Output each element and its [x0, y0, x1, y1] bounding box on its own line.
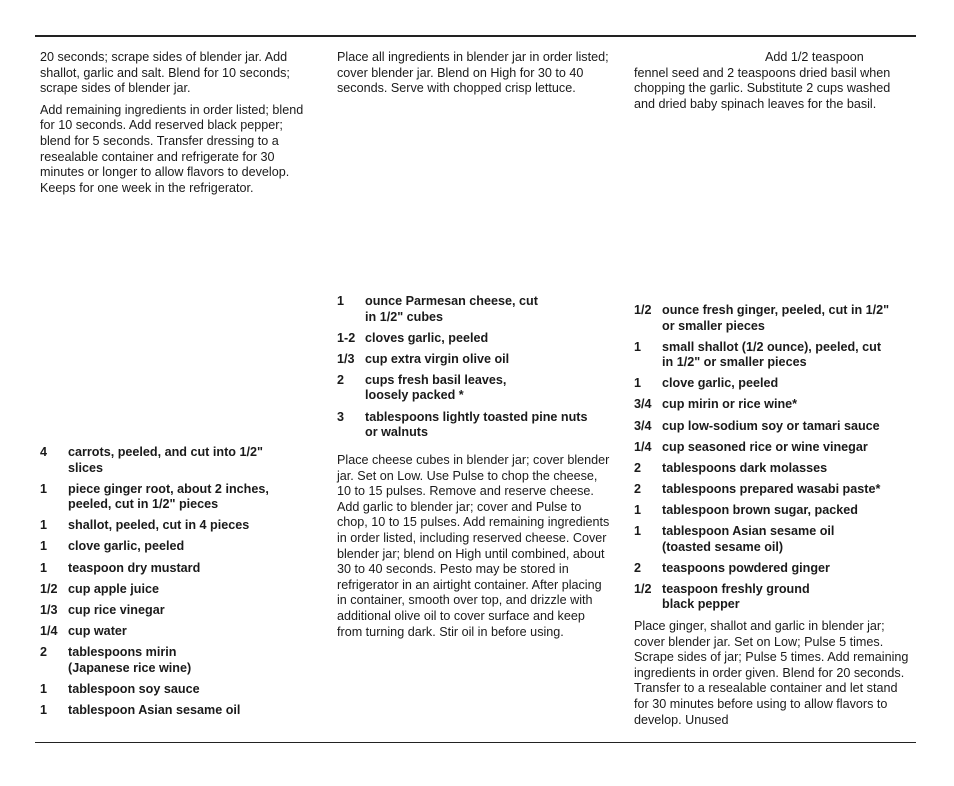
- ingredient-qty: 1/4: [40, 623, 58, 638]
- ingredient-qty: 1: [40, 681, 48, 696]
- ingredient-qty: 1: [634, 339, 642, 354]
- ingredient-item: [634, 482, 914, 498]
- ingredient-item: [40, 624, 316, 640]
- ingredient-item: [40, 561, 316, 577]
- ingredient-qty: 1: [337, 294, 345, 308]
- ingredient-item: [40, 703, 316, 719]
- ingredient-qty: 1/3: [40, 602, 58, 617]
- variation-note-rest: fennel seed and 2 teaspoons dried basil when chopping the garlic. Substitute 2 cups washed and dried baby spinach leaves for the basil.: [634, 65, 891, 111]
- ingredient-text: tablespoon brown sugar, packed: [662, 502, 858, 517]
- ingredient-item: [40, 582, 316, 598]
- ingredient-item: [634, 440, 914, 456]
- ingredient-text: cup low-sodium soy or tamari sauce: [662, 418, 880, 433]
- ingredient-item: [337, 331, 613, 347]
- ingredient-qty: 3: [337, 409, 345, 424]
- ingredient-text: cup extra virgin olive oil: [365, 351, 510, 366]
- ingredient-qty: 1/2: [634, 303, 652, 317]
- ingredient-qty: 1/2: [40, 581, 58, 596]
- ingredient-text: cup seasoned rice or wine vinegar: [662, 439, 868, 454]
- ingredient-item: [634, 582, 914, 613]
- ingredient-item: [40, 445, 316, 476]
- ingredient-qty: 1/3: [337, 351, 355, 366]
- ingredient-qty: 2: [634, 560, 642, 575]
- ingredient-qty: 1: [40, 539, 48, 554]
- bottom-rule: [35, 742, 916, 743]
- ingredient-qty: 1: [634, 502, 642, 517]
- ingredient-text: teaspoon freshly ground black pepper: [662, 581, 810, 612]
- ingredient-qty: 2: [40, 644, 48, 659]
- ingredient-item: [634, 419, 914, 435]
- ingredient-text: tablespoons prepared wasabi paste*: [662, 481, 881, 496]
- ingredient-list-2: [337, 294, 613, 446]
- paragraph: Place all ingredients in blender jar in order listed; cover blender jar. Blend on High for 30 to 40 seconds. Serve with chopped crisp lettuce.: [337, 50, 609, 96]
- ingredient-item: [634, 303, 914, 334]
- ingredient-text: clove garlic, peeled: [68, 539, 185, 554]
- paragraph: Add remaining ingredients in order listed; blend for 10 seconds. Add reserved black pepper; blend for 5 seconds. Transfer dressing to a resealable container and refrigerate for 30 minutes or longer to allow flavors to develop. Keeps for one week in the refrigerator.: [40, 102, 304, 195]
- ingredient-text: ounce Parmesan cheese, cut in 1/2" cubes: [365, 294, 538, 324]
- ingredient-item: [40, 645, 316, 676]
- ingredient-item: [337, 373, 613, 404]
- ingredient-qty: 1: [40, 560, 48, 575]
- ingredient-text: cup apple juice: [68, 581, 159, 596]
- ingredient-qty: 1/4: [634, 439, 652, 454]
- ingredient-item: [40, 518, 316, 534]
- ingredient-qty: 1: [634, 524, 642, 539]
- column-2: [337, 50, 613, 103]
- ingredient-item: [634, 561, 914, 577]
- ingredient-text: cup rice vinegar: [68, 602, 165, 617]
- ingredient-item: [634, 397, 914, 413]
- ingredient-qty: 1: [634, 376, 642, 391]
- method-paragraph: Place ginger, shallot and garlic in blender jar; cover blender jar. Set on Low; Pulse 5 times. Scrape sides of jar; Pulse 5 times. Add remaining ingredients in order given. Blend for 20 seconds. Transfer to a resealable container and let stand for 30 minutes before using to allow flavors to develop. Unused: [634, 619, 909, 727]
- ingredient-text: tablespoons lightly toasted pine nuts or walnuts: [365, 409, 588, 440]
- ingredient-text: piece ginger root, about 2 inches, peeled, cut in 1/2" pieces: [68, 481, 269, 512]
- ingredient-text: cup mirin or rice wine*: [662, 397, 798, 412]
- ingredient-item: [634, 376, 914, 392]
- ingredient-text: cloves garlic, peeled: [365, 330, 489, 345]
- ingredient-text: ounce fresh ginger, peeled, cut in 1/2" or smaller pieces: [662, 303, 890, 333]
- ingredient-text: tablespoon soy sauce: [68, 681, 200, 696]
- ingredient-item: [337, 294, 613, 325]
- column-2-method: [337, 453, 613, 646]
- variation-note: [634, 50, 914, 112]
- column-3-method: [634, 619, 914, 734]
- ingredient-qty: 1: [40, 518, 48, 533]
- paragraph: 20 seconds; scrape sides of blender jar. Add shallot, garlic and salt. Blend for 10 seconds; scrape sides of blender jar.: [40, 50, 290, 96]
- ingredient-list-1: [40, 445, 316, 724]
- variation-note-first-line: Add 1/2 teaspoon: [765, 50, 864, 64]
- ingredient-item: [634, 524, 914, 555]
- ingredient-qty: 3/4: [634, 397, 652, 412]
- ingredient-text: tablespoons mirin (Japanese rice wine): [68, 644, 192, 675]
- ingredient-item: [337, 352, 613, 368]
- ingredient-text: teaspoon dry mustard: [68, 560, 201, 575]
- ingredient-text: cups fresh basil leaves, loosely packed *: [365, 372, 507, 403]
- ingredient-text: shallot, peeled, cut in 4 pieces: [68, 518, 250, 533]
- ingredient-qty: 1-2: [337, 330, 356, 345]
- ingredient-text: tablespoon Asian sesame oil: [68, 702, 241, 717]
- top-rule: [35, 35, 916, 37]
- method-paragraph: Place cheese cubes in blender jar; cover blender jar. Set on Low. Use Pulse to chop the cheese, 10 to 15 pulses. Remove and reserve cheese. Add garlic to blender jar; cover and Pulse to chop, 10 to 15 pulses. Add remaining ingredients in order listed, including reserved cheese. Cover blender jar; blend on High until combined, about 30 to 40 seconds. Pesto may be stored in refrigerator in an airtight container. After placing in container, smooth over top, and drizzle with additional olive oil to cover surface and keep from turning dark. Stir oil in before using.: [337, 453, 610, 639]
- ingredient-text: small shallot (1/2 ounce), peeled, cut in 1/2" or smaller pieces: [662, 339, 882, 370]
- ingredient-qty: 1: [40, 481, 48, 496]
- column-1: [40, 50, 316, 202]
- column-3: [634, 50, 914, 118]
- ingredient-text: carrots, peeled, and cut into 1/2" slices: [68, 445, 263, 475]
- ingredient-item: [634, 503, 914, 519]
- ingredient-qty: 1/2: [634, 581, 652, 596]
- ingredient-qty: 2: [634, 481, 642, 496]
- ingredient-qty: 3/4: [634, 418, 652, 433]
- ingredient-item: [40, 603, 316, 619]
- ingredient-item: [634, 340, 914, 371]
- ingredient-item: [337, 410, 613, 441]
- ingredient-item: [40, 482, 316, 513]
- ingredient-text: clove garlic, peeled: [662, 376, 779, 391]
- ingredient-text: teaspoons powdered ginger: [662, 560, 830, 575]
- ingredient-list-3: [634, 303, 914, 619]
- ingredient-item: [634, 461, 914, 477]
- ingredient-text: tablespoon Asian sesame oil (toasted sesame oil): [662, 524, 835, 554]
- ingredient-text: cup water: [68, 623, 127, 638]
- ingredient-qty: 2: [634, 460, 642, 475]
- ingredient-qty: 1: [40, 702, 48, 717]
- ingredient-item: [40, 539, 316, 555]
- ingredient-qty: 2: [337, 372, 345, 387]
- ingredient-text: tablespoons dark molasses: [662, 460, 828, 475]
- ingredient-item: [40, 682, 316, 698]
- ingredient-qty: 4: [40, 445, 48, 459]
